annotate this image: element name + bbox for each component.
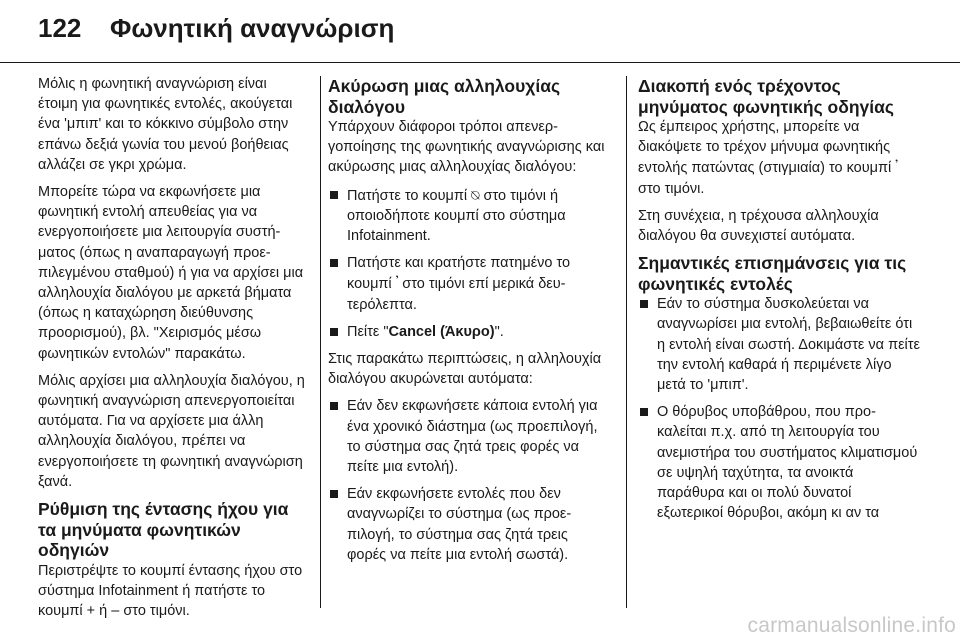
bullet-square-icon [330, 328, 338, 336]
paragraph: Περιστρέψτε το κουμπί έντασης ήχου στο σύστημα Infotainment ή πατήστε το κουμπί + ή – στο τιμόνι. [38, 562, 303, 619]
list-item: Πατήστε και κρατήστε πατημένο το κουμπί 𝄒 στο τιμόνι επί μερικά δευτερόλεπτα. [328, 253, 606, 315]
voice-off-button-icon: ⍉ [471, 186, 480, 203]
paragraph: Μόλις αρχίσει μια αλληλουχία διαλόγου, η φωνητική αναγνώριση απενεργοποιείται αυτόματα. Για να αρχίσετε μια άλλη αλληλουχία διαλόγου, πρέπει να ενεργοποιήσετε τη φωνητική αναγνώριση ξανά. [38, 372, 305, 490]
paragraph: Υπάρχουν διάφοροι τρόποι απενεργοποίησης της φωνητικής αναγνώρισης και ακύρωσης μιας αλληλουχίας διαλόγου: [328, 119, 605, 176]
list-item: Ο θόρυβος υποβάθρου, που προκαλείται π.χ. από τη λειτουργία του ανεμιστήρα του συστήματος κλιματισμού σε υψηλή ταχύτητα, τα ανοικτά παράθυρα και οι πολύ δυνατοί εξωτερικοί θόρυβοι, ακόμη κι αν τα [638, 402, 920, 523]
cancel-methods-list [328, 185, 606, 342]
list-item: Εάν δεν εκφωνήσετε κάποια εντολή για ένα χρονικό διάστημα (ως προεπιλογή, το σύστημα σας ζητά τρεις φορές να πείτε μια εντολή). [328, 396, 606, 477]
bullet-square-icon [640, 408, 648, 416]
bullet-square-icon [330, 259, 338, 267]
voice-button-icon: 𝄒 [895, 159, 898, 176]
list-item: Πείτε "Cancel (Άκυρο)". [328, 322, 606, 342]
column-right [638, 74, 920, 530]
paragraph: Στη συνέχεια, η τρέχουσα αλληλουχία διαλόγου θα συνεχιστεί αυτόματα. [638, 207, 879, 245]
column-divider [320, 76, 321, 608]
page-number: 122 [38, 13, 82, 43]
paragraph: Ως έμπειρος χρήστης, μπορείτε να διακόψετε το τρέχον μήνυμα φωνητικής εντολής πατώντας (στιγμιαία) το κουμπί 𝄒 στο τιμόνι. [638, 119, 898, 197]
paragraph: Στις παρακάτω περιπτώσεις, η αλληλουχία διαλόγου ακυρώνεται αυτόματα: [328, 351, 602, 388]
notes-list [638, 294, 920, 523]
paragraph: Μόλις η φωνητική αναγνώριση είναι έτοιμη για φωνητικές εντολές, ακούγεται ένα 'μπιπ' και το κόκκινο σύμβολο στην επάνω δεξιά γωνία του μενού βοήθειας αλλάζει σε γκρι χρώμα. [38, 76, 293, 173]
list-item: Εάν εκφωνήσετε εντολές που δεν αναγνωρίζει το σύστημα (ως προεπιλογή, το σύστημα σας ζητά τρεις φορές να πείτε μια εντολή σωστά). [328, 484, 606, 565]
column-middle [328, 74, 606, 572]
paragraph: Μπορείτε τώρα να εκφωνήσετε μια φωνητική εντολή απευθείας για να ενεργοποιήσετε μια λειτουργία συστήματος (όπως η αναπαραγωγή προεπιλεγμένου σταθμού) ή για να αρχίσει μια αλληλουχία διαλόγου με αρκετά βήματα (όπως η καταχώρηση διεύθυνσης προορισμού), βλ. "Χειρισμός μέσω φωνητικών εντολών" παρακάτω. [38, 184, 304, 362]
auto-cancel-list [328, 396, 606, 565]
column-left [38, 74, 310, 628]
section-heading-volume: Ρύθμιση της έντασης ήχου για τα μηνύματα φωνητικών οδηγιών [38, 499, 289, 561]
page-header [0, 0, 960, 63]
voice-button-icon: 𝄒 [395, 275, 399, 292]
section-heading-cancel: Ακύρωση μιας αλληλουχίας διαλόγου [328, 76, 561, 117]
list-item: Εάν το σύστημα δυσκολεύεται να αναγνωρίσει μια εντολή, βεβαιωθείτε ότι η εντολή είναι σωστή. Δοκιμάστε να πείτε την εντολή καθαρά ή περιμένετε λίγο μετά το 'μπιπ'. [638, 294, 920, 395]
column-divider [626, 76, 627, 608]
bullet-square-icon [640, 300, 648, 308]
bullet-square-icon [330, 191, 338, 199]
watermark: carmanualsonline.info [747, 614, 956, 637]
list-item: Πατήστε το κουμπί ⍉ στο τιμόνι ή οποιοδήποτε κουμπί στο σύστημα Infotainment. [328, 185, 606, 247]
section-heading-interrupt: Διακοπή ενός τρέχοντος μηνύματος φωνητικής οδηγίας [638, 76, 895, 117]
running-title: Φωνητική αναγνώριση [110, 13, 395, 43]
bullet-square-icon [330, 402, 338, 410]
bullet-square-icon [330, 490, 338, 498]
section-heading-notes: Σημαντικές επισημάνσεις για τις φωνητικές εντολές [638, 253, 907, 294]
command-cancel: Cancel (Άκυρο) [388, 323, 495, 340]
